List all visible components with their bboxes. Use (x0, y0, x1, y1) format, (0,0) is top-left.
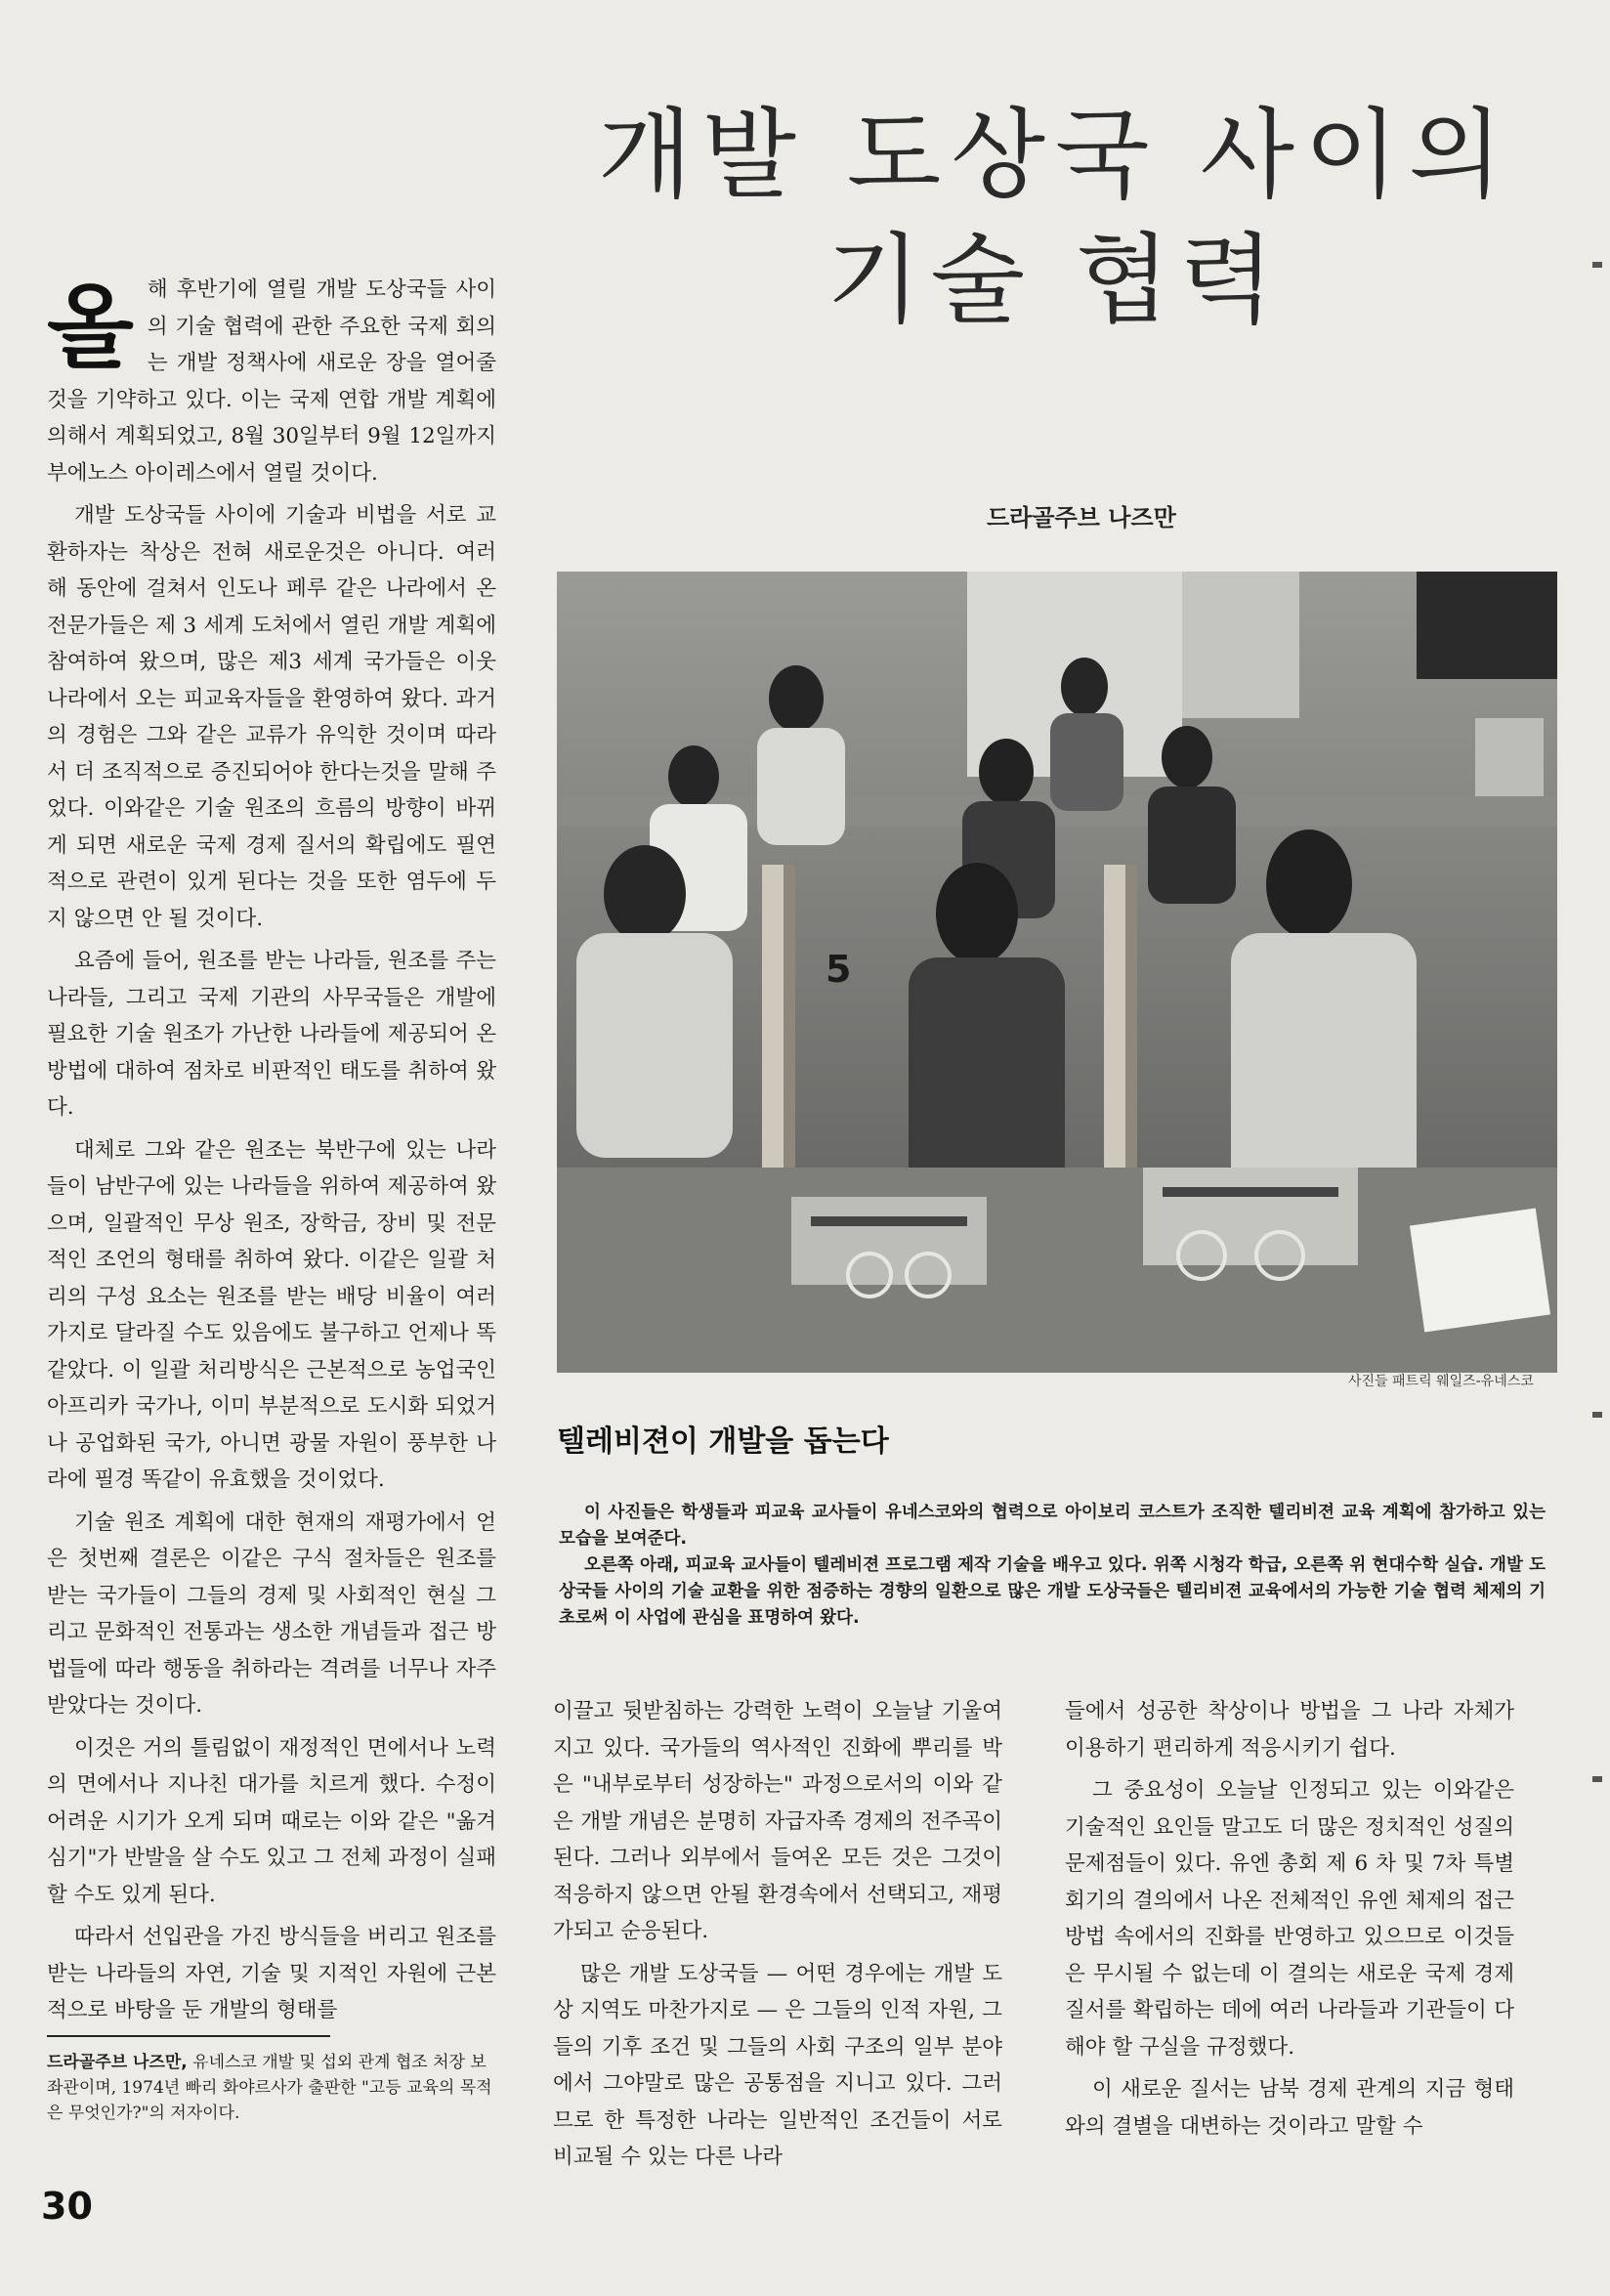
page-edge-mark (1592, 1412, 1602, 1418)
classroom-photo (557, 572, 1557, 1373)
body-paragraph: 해 후반기에 열릴 개발 도상국들 사이의 기술 협력에 관한 주요한 국제 회의는 개발 정책사에 새로운 장을 열어줄 것을 기약하고 있다. 이는 국제 연합 개발 계획에 의해서 계획되었고, 8월 30일부터 9월 12일까지 부에노스 아이레스에서 열릴 것이다. (47, 277, 496, 486)
body-paragraph: 기술 원조 계획에 대한 현재의 재평가에서 얻은 첫번째 결론은 이같은 구식 절차들은 원조를 받는 국가들이 그들의 경제 및 사회적인 현실 그리고 문화적인 전통과는 생소한 개념들과 접근 방법들에 따라 행동을 취하라는 격려를 너무나 자주 받았다는 것이다. (47, 1509, 496, 1718)
title-line-1: 개발 도상국 사이의 (597, 98, 1513, 212)
footnote-divider (47, 2035, 330, 2037)
caption-paragraph: 오른쪽 아래, 피교육 교사들이 텔레비젼 프로그램 제작 기술을 배우고 있다. 위쪽 시청각 학급, 오른쪽 위 현대수학 실습. 개발 도상국들 사이의 기술 교환을 위한 점증하는 경향의 일환으로 많은 개발 도상국들은 텔리비젼 교육에서의 가능한 기술 협력 체제의 기초로써 이 사업에 관심을 표명하여 왔다. (559, 1555, 1546, 1628)
body-paragraph: 요즘에 들어, 원조를 받는 나라들, 원조를 주는 나라들, 그리고 국제 기관의 사무국들은 개발에 필요한 기술 원조가 가난한 나라들에 제공되어 온 방법에 대하여 점차로 비판적인 태도를 취하여 왔다. (47, 949, 496, 1120)
page-edge-mark (1592, 1776, 1602, 1782)
caption-heading: 텔레비젼이 개발을 돕는다 (557, 1424, 889, 1459)
body-paragraph: 따라서 선입관을 가진 방식들을 버리고 원조를 받는 나라들의 자연, 기술 및 지적인 자원에 근본적으로 바탕을 둔 개발의 형태를 (47, 1925, 496, 2022)
author-footnote (47, 2050, 496, 2126)
page-number: 30 (41, 2185, 93, 2228)
body-paragraph: 이끌고 뒷받침하는 강력한 노력이 오늘날 기울여지고 있다. 국가들의 역사적인 진화에 뿌리를 박은 "내부로부터 성장하는" 과정으로서의 이와 같은 개발 개념은 분명히 자급자족 경제의 전주곡이 된다. 그러나 외부에서 들여온 모든 것은 그것이 적응하지 않으면 안될 환경속에서 선택되고, 재평가되고 순응된다. (553, 1699, 1002, 1943)
body-paragraph: 그 중요성이 오늘날 인정되고 있는 이와같은 기술적인 요인들 말고도 더 많은 정치적인 성질의 문제점들이 있다. 유엔 총회 제 6 차 및 7차 특별 회기의 결의에서 나온 전체적인 유엔 체제의 접근 방법 속에서의 진화를 반영하고 있으므로 이것들은 무시될 수 없는데 이 결의는 새로운 국제 경제 질서를 확립하는 데에 여러 나라들과 기관들이 다해야 할 구실을 규정했다. (1065, 1778, 1514, 2060)
photo-illustration (557, 572, 1557, 1373)
right-text-column (1065, 1693, 1514, 2150)
page-edge-mark (1592, 262, 1602, 268)
booth-number: 5 (826, 948, 852, 991)
drop-cap: 올 (47, 276, 134, 380)
body-paragraph: 들에서 성공한 착상이나 방법을 그 나라 자체가 이용하기 편리하게 적응시키기 쉽다. (1065, 1699, 1514, 1761)
footnote-author: 드라골주브 나즈만, (47, 2053, 188, 2072)
body-paragraph: 대체로 그와 같은 원조는 북반구에 있는 나라들이 남반구에 있는 나라들을 위하여 제공하여 왔으며, 일괄적인 무상 원조, 장학금, 장비 및 전문적인 조언의 형태를 취하여 왔다. 이같은 일괄 처리의 구성 요소는 원조를 받는 배당 비율이 여러가지로 달라질 수도 있음에도 불구하고 언제나 똑 같았다. 이 일괄 처리방식은 근본적으로 농업국인 아프리카 국가나, 이미 부분적으로 도시화 되었거나 공업화된 국가, 아니면 광물 자원이 풍부한 나라에 필경 똑같이 유효했을 것이었다. (47, 1137, 496, 1492)
footnote-text: 유네스코 개발 및 섭외 관계 협조 처장 보좌관이며, 1974년 빠리 화야르사가 출판한 "고등 교육의 목적은 무엇인가?"의 저자이다. (47, 2053, 492, 2123)
body-paragraph: 많은 개발 도상국들 — 어떤 경우에는 개발 도상 지역도 마찬가지로 — 은 그들의 인적 자원, 그들의 기후 조건 및 그들의 사회 구조의 일부 분야에서 그야말로 많은 공통점을 지니고 있다. 그러므로 한 특정한 나라는 일반적인 조건들이 서로 비교될 수 있는 다른 나라 (553, 1961, 1002, 2169)
body-paragraph: 개발 도상국들 사이에 기술과 비법을 서로 교환하자는 착상은 전혀 새로운것은 아니다. 여러 해 동안에 걸쳐서 인도나 페루 같은 나라에서 온 전문가들은 제 3 세계 도처에서 열린 개발 계획에 참여하여 왔으며, 많은 제3 세계 국가들은 이웃 나라에서 오는 피교육자들을 환영하여 왔다. 과거의 경험은 그와 같은 교류가 유익한 것이며 따라서 더 조직적으로 증진되어야 한다는것을 말해 주었다. 이와같은 기술 원조의 흐름의 방향이 바뀌게 되면 새로운 국제 경제 질서의 확립에도 필연적으로 관련이 있게 된다는 것을 또한 염두에 두지 않으면 안 될 것이다. (47, 503, 496, 931)
article-title (547, 93, 1563, 343)
middle-text-column (553, 1693, 1002, 2182)
author-byline: 드라골주브 나즈만 (987, 504, 1176, 531)
photo-credit: 사진들 패트릭 웨일즈-유네스코 (1348, 1374, 1534, 1389)
left-text-column (47, 272, 496, 2035)
photo-caption (559, 1500, 1546, 1632)
body-paragraph: 이 새로운 질서는 남북 경제 관계의 지금 형태와의 결별을 대변하는 것이라고 말할 수 (1065, 2077, 1514, 2139)
caption-paragraph: 이 사진들은 학생들과 피교육 교사들이 유네스코와의 협력으로 아이보리 코스트가 조직한 텔리비젼 교육 계획에 참가하고 있는 모습을 보여준다. (559, 1503, 1546, 1549)
body-paragraph: 이것은 거의 틀림없이 재정적인 면에서나 노력의 면에서나 지나친 대가를 치르게 했다. 수정이 어려운 시기가 오게 되며 때로는 이와 같은 "옮겨 심기"가 반발을 살 수도 있고 그 전체 과정이 실패할 수도 있게 된다. (47, 1735, 496, 1907)
title-line-2: 기술 협력 (826, 223, 1285, 337)
